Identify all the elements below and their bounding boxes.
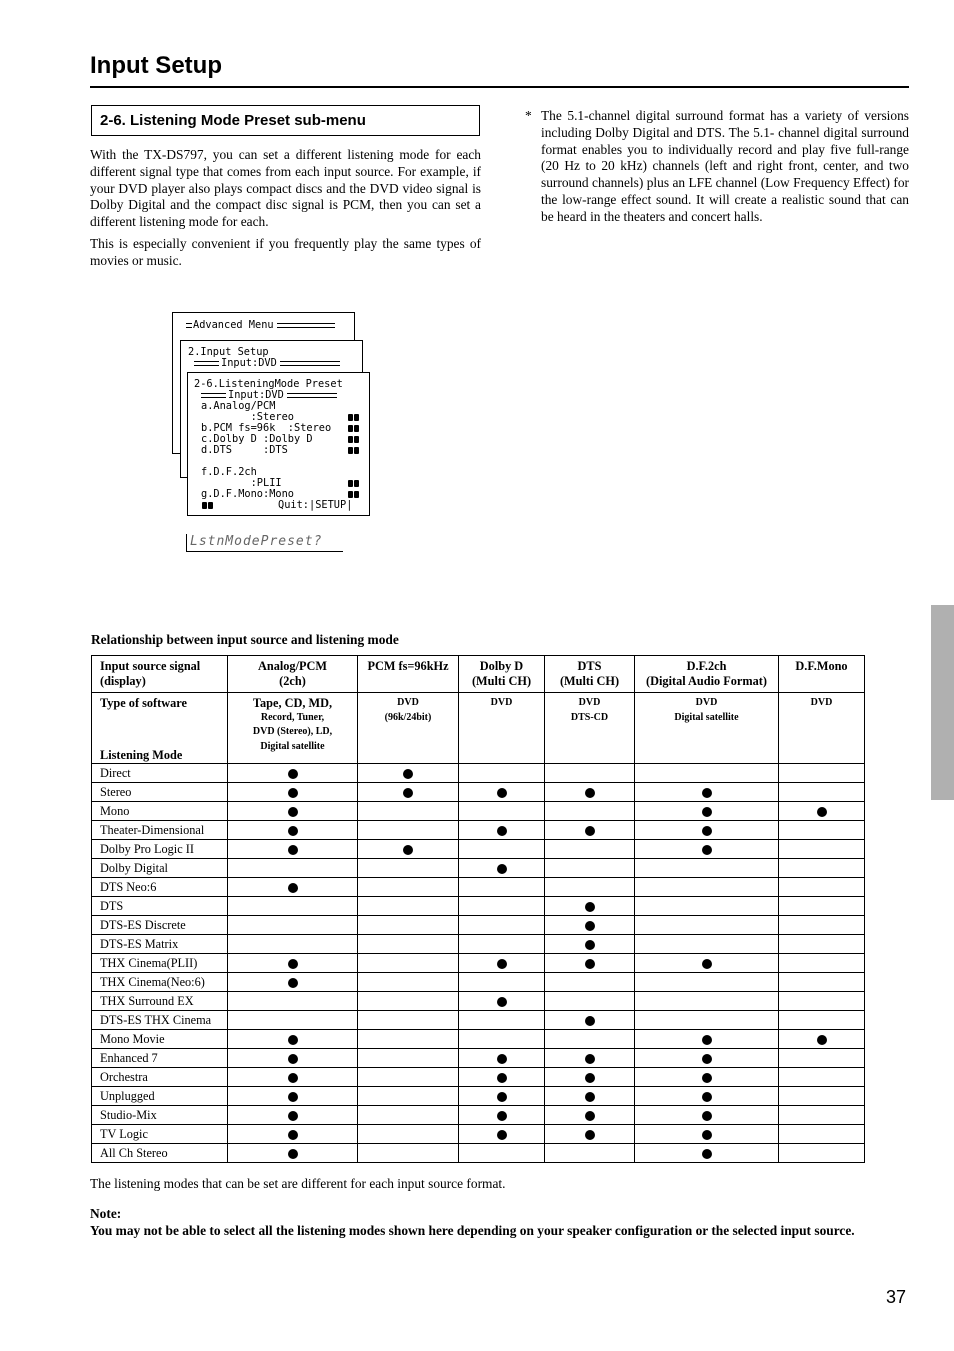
listening-mode-name: DTS-ES Discrete	[92, 916, 228, 935]
available-dot-icon	[288, 959, 298, 969]
available-dot-icon	[288, 769, 298, 779]
mode-cell	[358, 973, 459, 992]
mode-cell	[358, 1106, 459, 1125]
left-right-arrows-icon	[348, 414, 359, 421]
software-type-cell: DVD DTS-CD	[545, 693, 635, 764]
table-row	[92, 954, 865, 973]
mode-cell	[459, 1030, 545, 1049]
mode-cell	[358, 954, 459, 973]
listening-mode-name: Studio-Mix	[92, 1106, 228, 1125]
mode-cell	[358, 821, 459, 840]
mode-cell	[779, 802, 865, 821]
mode-cell	[459, 764, 545, 783]
mode-cell	[545, 859, 635, 878]
mode-cell	[779, 878, 865, 897]
listening-mode-name: Unplugged	[92, 1087, 228, 1106]
mode-cell	[459, 878, 545, 897]
mode-cell	[459, 1049, 545, 1068]
software-type-row	[92, 693, 865, 764]
osd-line: f.D.F.2ch	[201, 466, 257, 478]
available-dot-icon	[585, 1111, 595, 1121]
mode-cell	[459, 897, 545, 916]
double-line-icon	[277, 323, 335, 328]
table-row	[92, 897, 865, 916]
mode-cell	[545, 878, 635, 897]
listening-mode-name: DTS Neo:6	[92, 878, 228, 897]
mode-cell	[545, 1049, 635, 1068]
mode-cell	[358, 897, 459, 916]
available-dot-icon	[497, 826, 507, 836]
available-dot-icon	[817, 807, 827, 817]
mode-cell	[459, 1087, 545, 1106]
mode-cell	[779, 916, 865, 935]
double-line-icon	[194, 361, 219, 366]
osd-line: b.PCM fs=96k :Stereo	[201, 422, 332, 434]
mode-cell	[545, 973, 635, 992]
mode-cell	[779, 1049, 865, 1068]
listening-mode-label: Listening Mode	[100, 747, 183, 762]
mode-cell	[635, 783, 779, 802]
mode-cell	[545, 935, 635, 954]
mode-cell	[358, 802, 459, 821]
mode-cell	[228, 1087, 358, 1106]
mode-cell	[459, 954, 545, 973]
available-dot-icon	[497, 788, 507, 798]
mode-cell	[779, 859, 865, 878]
mode-cell	[358, 1030, 459, 1049]
mode-cell	[459, 935, 545, 954]
left-right-arrows-icon	[348, 436, 359, 443]
mode-cell	[228, 1030, 358, 1049]
listening-mode-name: Dolby Pro Logic II	[92, 840, 228, 859]
available-dot-icon	[288, 978, 298, 988]
mode-cell	[358, 1049, 459, 1068]
mode-cell	[545, 916, 635, 935]
available-dot-icon	[702, 1092, 712, 1102]
mode-cell	[779, 821, 865, 840]
mode-cell	[545, 764, 635, 783]
mode-cell	[228, 1106, 358, 1125]
available-dot-icon	[403, 788, 413, 798]
page-number: 37	[886, 1287, 907, 1307]
mode-cell	[459, 1068, 545, 1087]
listening-mode-name: THX Cinema(Neo:6)	[92, 973, 228, 992]
mode-cell	[635, 1144, 779, 1163]
table-row	[92, 1106, 865, 1125]
mode-cell	[358, 992, 459, 1011]
mode-cell	[779, 973, 865, 992]
mode-cell	[358, 1068, 459, 1087]
mode-cell	[358, 1011, 459, 1030]
mode-cell	[779, 1030, 865, 1049]
mode-cell	[459, 821, 545, 840]
table-row	[92, 840, 865, 859]
corner-header: Input source signal (display)	[92, 656, 228, 693]
available-dot-icon	[702, 1111, 712, 1121]
mode-cell	[635, 973, 779, 992]
mode-cell	[228, 878, 358, 897]
mode-cell	[358, 916, 459, 935]
table-row	[92, 1030, 865, 1049]
available-dot-icon	[585, 1054, 595, 1064]
left-right-arrows-icon	[348, 480, 359, 487]
mode-cell	[545, 1125, 635, 1144]
mode-cell	[459, 1144, 545, 1163]
available-dot-icon	[702, 807, 712, 817]
mode-cell	[358, 1144, 459, 1163]
listening-mode-name: Stereo	[92, 783, 228, 802]
mode-cell	[545, 1011, 635, 1030]
page-title: Input Setup	[90, 52, 222, 79]
mode-cell	[635, 802, 779, 821]
mode-cell	[459, 916, 545, 935]
available-dot-icon	[497, 1130, 507, 1140]
mode-cell	[545, 802, 635, 821]
mode-cell	[635, 935, 779, 954]
mode-cell	[635, 821, 779, 840]
available-dot-icon	[702, 1035, 712, 1045]
available-dot-icon	[497, 864, 507, 874]
column-header: D.F.2ch (Digital Audio Format)	[635, 656, 779, 693]
mode-cell	[635, 1106, 779, 1125]
table-row	[92, 764, 865, 783]
listening-mode-name: THX Surround EX	[92, 992, 228, 1011]
mode-cell	[779, 954, 865, 973]
mode-cell	[228, 1125, 358, 1144]
listening-mode-name: DTS-ES Matrix	[92, 935, 228, 954]
available-dot-icon	[288, 1111, 298, 1121]
mode-cell	[228, 897, 358, 916]
available-dot-icon	[702, 959, 712, 969]
mode-cell	[545, 783, 635, 802]
listening-mode-name: Mono	[92, 802, 228, 821]
mode-cell	[459, 802, 545, 821]
mode-cell	[779, 1144, 865, 1163]
listening-mode-name: Direct	[92, 764, 228, 783]
table-row	[92, 1011, 865, 1030]
mode-cell	[228, 973, 358, 992]
left-right-arrows-icon	[348, 447, 359, 454]
table-row	[92, 973, 865, 992]
available-dot-icon	[585, 902, 595, 912]
table-row	[92, 821, 865, 840]
mode-cell	[228, 802, 358, 821]
osd-lmp-sub: Input:DVD	[228, 389, 284, 401]
available-dot-icon	[288, 883, 298, 893]
title-rule	[90, 86, 909, 88]
available-dot-icon	[288, 788, 298, 798]
mode-cell	[635, 992, 779, 1011]
available-dot-icon	[497, 1111, 507, 1121]
available-dot-icon	[702, 1130, 712, 1140]
table-row	[92, 916, 865, 935]
software-type-cell: DVD	[779, 693, 865, 764]
convenience-paragraph: This is especially convenient if you frequently play the same types of movies or music.	[90, 236, 481, 268]
mode-cell	[635, 840, 779, 859]
mode-cell	[635, 1087, 779, 1106]
available-dot-icon	[702, 1149, 712, 1159]
mode-cell	[459, 1011, 545, 1030]
available-dot-icon	[585, 788, 595, 798]
column-header: PCM fs=96kHz	[358, 656, 459, 693]
mode-cell	[459, 973, 545, 992]
mode-cell	[635, 764, 779, 783]
left-right-arrows-icon	[348, 491, 359, 498]
note-text: You may not be able to select all the listening modes shown here depending on your speaker configuration or the selected input source.	[90, 1223, 855, 1238]
listening-mode-name: Orchestra	[92, 1068, 228, 1087]
mode-cell	[779, 1106, 865, 1125]
table-title: Relationship between input source and listening mode	[91, 632, 399, 647]
double-line-icon	[186, 323, 192, 328]
mode-cell	[545, 821, 635, 840]
available-dot-icon	[403, 845, 413, 855]
mode-cell	[779, 992, 865, 1011]
mode-cell	[358, 935, 459, 954]
mode-cell	[228, 821, 358, 840]
mode-cell	[358, 1125, 459, 1144]
osd-line: c.Dolby D :Dolby D	[201, 433, 313, 445]
mode-cell	[635, 897, 779, 916]
listening-mode-name: Mono Movie	[92, 1030, 228, 1049]
software-type-cell: DVD	[459, 693, 545, 764]
mode-cell	[545, 954, 635, 973]
available-dot-icon	[497, 997, 507, 1007]
available-dot-icon	[497, 1092, 507, 1102]
osd-line: :Stereo	[201, 411, 294, 423]
mode-cell	[545, 1144, 635, 1163]
osd-advanced-menu-title: Advanced Menu	[193, 319, 274, 331]
available-dot-icon	[288, 1092, 298, 1102]
table-header-row	[92, 656, 865, 693]
table-caption: The listening modes that can be set are different for each input source format.	[90, 1176, 506, 1191]
osd-line: :PLII	[201, 477, 282, 489]
mode-cell	[545, 897, 635, 916]
mode-cell	[779, 1125, 865, 1144]
mode-cell	[779, 840, 865, 859]
available-dot-icon	[288, 1073, 298, 1083]
mode-cell	[779, 1068, 865, 1087]
listening-mode-name: DTS	[92, 897, 228, 916]
table-row	[92, 1125, 865, 1144]
mode-cell	[228, 916, 358, 935]
mode-cell	[459, 783, 545, 802]
left-right-arrows-icon	[348, 425, 359, 432]
available-dot-icon	[497, 1073, 507, 1083]
double-line-icon	[287, 393, 337, 398]
mode-cell	[779, 764, 865, 783]
mode-cell	[358, 878, 459, 897]
mode-cell	[228, 859, 358, 878]
osd-lmp-title: 2-6.ListeningMode Preset	[194, 378, 343, 390]
mode-cell	[228, 840, 358, 859]
mode-cell	[228, 1144, 358, 1163]
mode-cell	[545, 1087, 635, 1106]
mode-cell	[228, 1011, 358, 1030]
column-header: D.F.Mono	[779, 656, 865, 693]
available-dot-icon	[585, 1130, 595, 1140]
mode-cell	[545, 1030, 635, 1049]
listening-mode-name: DTS-ES THX Cinema	[92, 1011, 228, 1030]
mode-cell	[228, 954, 358, 973]
mode-cell	[358, 783, 459, 802]
mode-cell	[358, 840, 459, 859]
mode-cell	[358, 764, 459, 783]
mode-cell	[545, 992, 635, 1011]
osd-line: a.Analog/PCM	[201, 400, 276, 412]
mode-cell	[635, 859, 779, 878]
available-dot-icon	[288, 1054, 298, 1064]
listening-mode-name: Enhanced 7	[92, 1049, 228, 1068]
osd-input-setup-sub: Input:DVD	[221, 357, 277, 369]
table-row	[92, 935, 865, 954]
available-dot-icon	[585, 921, 595, 931]
table-row	[92, 878, 865, 897]
available-dot-icon	[585, 959, 595, 969]
listening-mode-name: TV Logic	[92, 1125, 228, 1144]
footnote	[525, 108, 909, 226]
mode-cell	[228, 1049, 358, 1068]
table-row	[92, 1087, 865, 1106]
mode-cell	[779, 935, 865, 954]
footnote-marker: *	[525, 108, 532, 123]
mode-rows	[92, 764, 865, 1163]
table-row	[92, 783, 865, 802]
available-dot-icon	[585, 1016, 595, 1026]
available-dot-icon	[702, 1054, 712, 1064]
mode-cell	[228, 1068, 358, 1087]
table-row	[92, 802, 865, 821]
mode-cell	[635, 1011, 779, 1030]
software-type-cell: Tape, CD, MD, Record, Tuner, DVD (Stereo), LD, Digital satellite	[228, 693, 358, 764]
software-type-cell: DVD Digital satellite	[635, 693, 779, 764]
table-row	[92, 1144, 865, 1163]
mode-cell	[459, 992, 545, 1011]
intro-paragraph: With the TX-DS797, you can set a different listening mode for each different signal type that comes from each input source. For example, if your DVD player also plays compact discs and the DVD video signal is Dolby Digital and the compact disc signal is PCM, then you can set a different listening mode for each.	[90, 147, 481, 230]
available-dot-icon	[702, 845, 712, 855]
mode-cell	[228, 764, 358, 783]
available-dot-icon	[403, 769, 413, 779]
mode-cell	[358, 1087, 459, 1106]
available-dot-icon	[585, 940, 595, 950]
software-type-label: Type of software	[100, 696, 187, 710]
table-row	[92, 1068, 865, 1087]
osd-input-setup-title: 2.Input Setup	[188, 346, 269, 358]
software-type-header	[92, 693, 228, 764]
front-panel-display: LstnModePreset?	[186, 534, 343, 552]
mode-cell	[545, 840, 635, 859]
mode-cell	[545, 1068, 635, 1087]
available-dot-icon	[288, 1035, 298, 1045]
up-down-arrows-icon	[202, 502, 213, 509]
table-row	[92, 859, 865, 878]
section-heading: 2-6. Listening Mode Preset sub-menu	[91, 105, 480, 136]
note-heading: Note:	[90, 1206, 122, 1221]
mode-cell	[228, 935, 358, 954]
column-header: Dolby D (Multi CH)	[459, 656, 545, 693]
listening-mode-name: All Ch Stereo	[92, 1144, 228, 1163]
mode-cell	[228, 992, 358, 1011]
available-dot-icon	[288, 826, 298, 836]
listening-mode-table	[91, 655, 865, 1163]
mode-cell	[228, 783, 358, 802]
available-dot-icon	[288, 1149, 298, 1159]
mode-cell	[779, 1087, 865, 1106]
available-dot-icon	[288, 1130, 298, 1140]
mode-cell	[545, 1106, 635, 1125]
software-type-cell: DVD (96k/24bit)	[358, 693, 459, 764]
mode-cell	[459, 1106, 545, 1125]
listening-mode-name: Theater-Dimensional	[92, 821, 228, 840]
mode-cell	[635, 916, 779, 935]
osd-line: g.D.F.Mono:Mono	[201, 488, 294, 500]
mode-cell	[635, 954, 779, 973]
mode-cell	[635, 878, 779, 897]
mode-cell	[779, 783, 865, 802]
available-dot-icon	[702, 1073, 712, 1083]
available-dot-icon	[497, 1054, 507, 1064]
mode-cell	[635, 1030, 779, 1049]
table-row	[92, 1049, 865, 1068]
available-dot-icon	[497, 959, 507, 969]
mode-cell	[779, 897, 865, 916]
double-line-icon	[201, 393, 226, 398]
mode-cell	[635, 1049, 779, 1068]
available-dot-icon	[585, 1092, 595, 1102]
osd-quit-hint: Quit:|SETUP|	[278, 499, 353, 511]
osd-listening-mode-menu	[187, 372, 370, 516]
double-line-icon	[280, 361, 340, 366]
footnote-text: The 5.1-channel digital surround format has a variety of versions including Dolby Digital and DTS. The 5.1- channel digital surround format enables you to individually record and play five full-range (20 Hz to 20 kHz) channels (left and right front, center, and two surround channels) plus an LFE channel (Low Frequency Effect) for the low-range effect sound. It will create a realistic sound that can be heard in the theaters and concert halls.	[541, 108, 909, 224]
column-header: DTS (Multi CH)	[545, 656, 635, 693]
available-dot-icon	[702, 788, 712, 798]
mode-cell	[459, 859, 545, 878]
mode-cell	[459, 840, 545, 859]
mode-cell	[459, 1125, 545, 1144]
available-dot-icon	[817, 1035, 827, 1045]
available-dot-icon	[288, 845, 298, 855]
available-dot-icon	[585, 826, 595, 836]
listening-mode-name: Dolby Digital	[92, 859, 228, 878]
osd-line: d.DTS :DTS	[201, 444, 288, 456]
available-dot-icon	[288, 807, 298, 817]
column-header: Analog/PCM (2ch)	[228, 656, 358, 693]
mode-cell	[358, 859, 459, 878]
available-dot-icon	[585, 1073, 595, 1083]
mode-cell	[635, 1068, 779, 1087]
side-tab	[931, 605, 954, 800]
mode-cell	[779, 1011, 865, 1030]
available-dot-icon	[702, 826, 712, 836]
listening-mode-name: THX Cinema(PLII)	[92, 954, 228, 973]
mode-cell	[635, 1125, 779, 1144]
table-row	[92, 992, 865, 1011]
